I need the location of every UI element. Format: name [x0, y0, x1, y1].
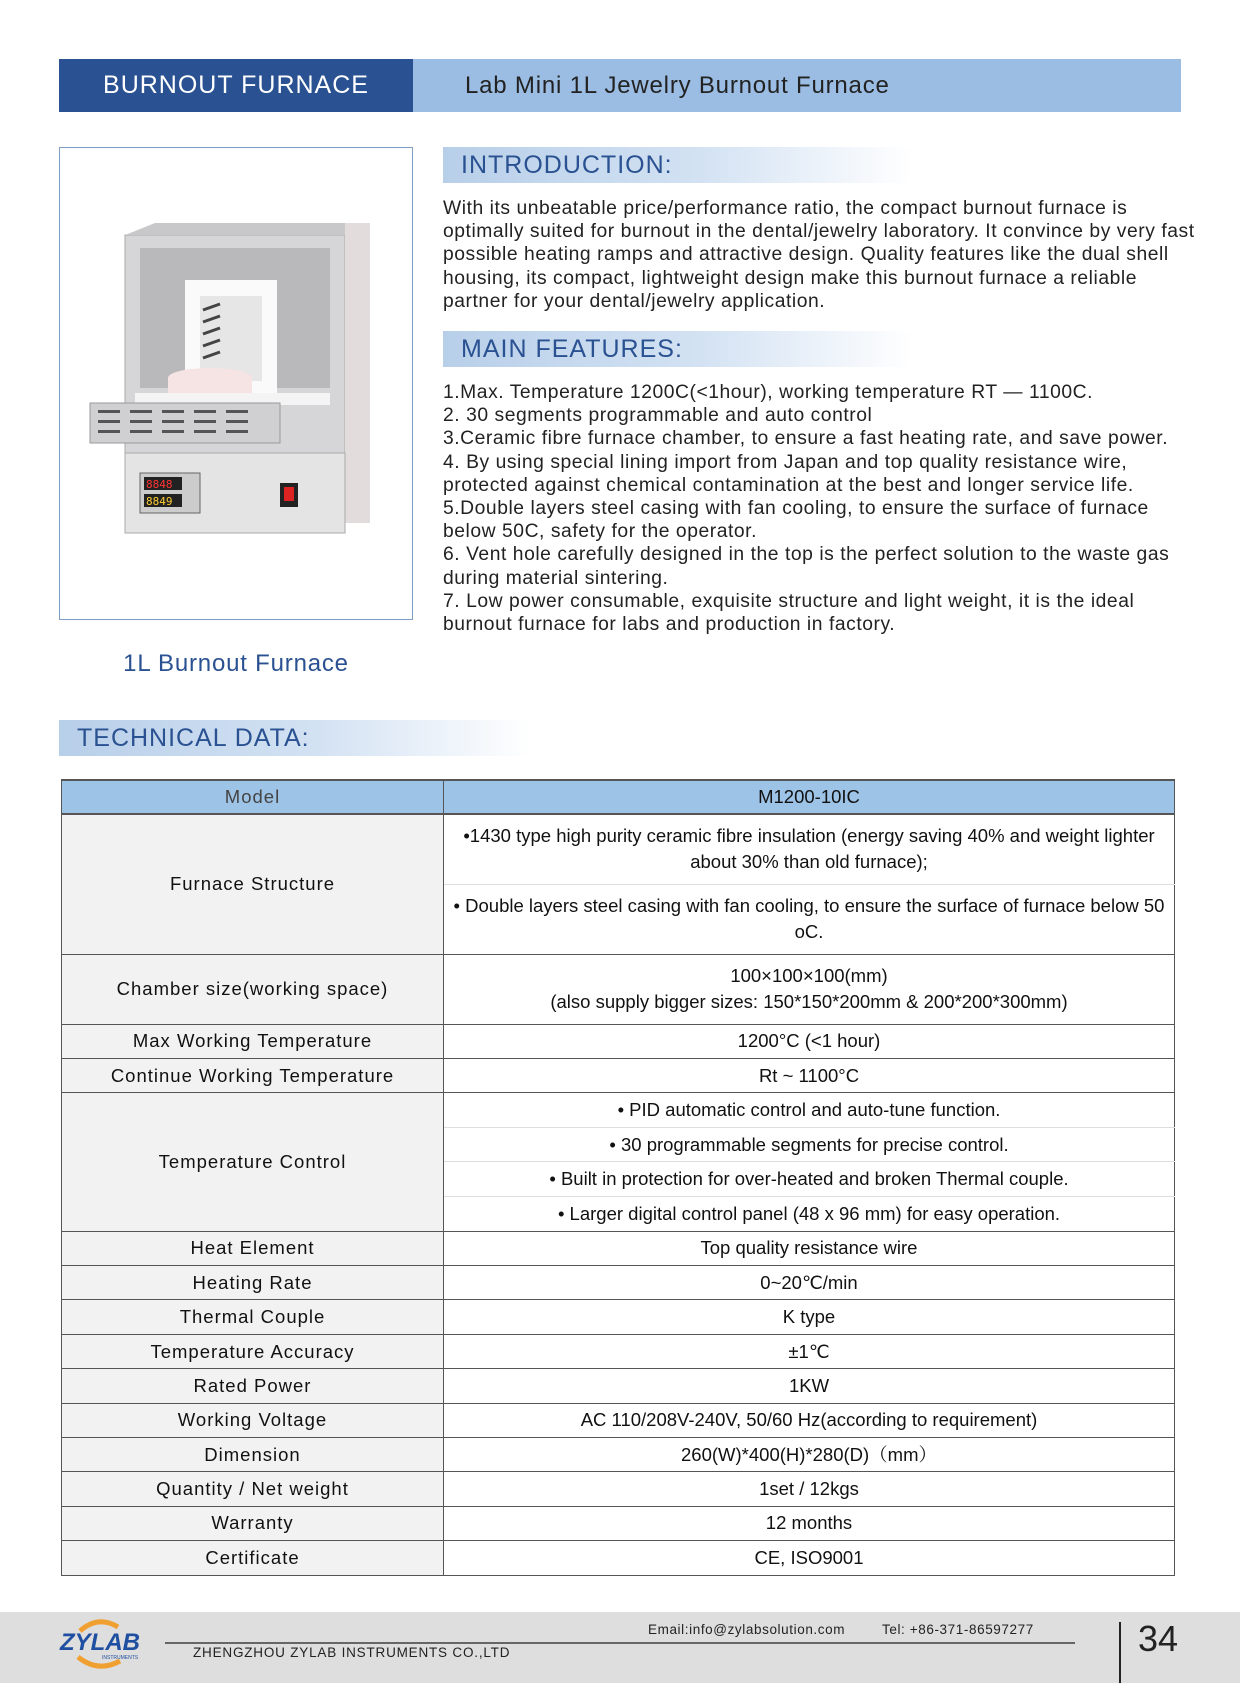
row-label: Continue Working Temperature: [62, 1058, 444, 1092]
row-label: Chamber size(working space): [62, 954, 444, 1024]
category-banner: BURNOUT FURNACE: [59, 59, 413, 112]
row-label: Heating Rate: [62, 1266, 444, 1300]
row-value: ±1℃: [444, 1334, 1175, 1368]
zylab-logo: [58, 1617, 158, 1669]
footer-divider: [165, 1642, 1075, 1644]
footer-email: Email:info@zylabsolution.com: [648, 1622, 846, 1637]
page-number: 34: [1138, 1618, 1179, 1659]
row-value: • Larger digital control panel (48 x 96 mm) for easy operation.: [444, 1197, 1175, 1232]
table-row: [62, 1093, 1175, 1128]
feature-item: 7. Low power consumable, exquisite structure and light weight, it is the ideal burnout furnace for labs and production in factory.: [443, 590, 1135, 636]
table-header-row: [62, 780, 1175, 814]
row-value: •1430 type high purity ceramic fibre insulation (energy saving 40% and weight lighter about 30% than old furnace);: [444, 814, 1175, 884]
table-row: [62, 1472, 1175, 1506]
chamber-line-1: 100×100×100(mm): [730, 965, 888, 986]
feature-item: 1.Max. Temperature 1200C(<1hour), working temperature RT — 1100C.: [443, 382, 1094, 403]
row-value: • Double layers steel casing with fan cooling, to ensure the surface of furnace below 50 oC.: [444, 884, 1175, 954]
table-row: [62, 1334, 1175, 1368]
table-row: [62, 1058, 1175, 1092]
feature-item: 6. Vent hole carefully designed in the top is the perfect solution to the waste gas during material sintering.: [443, 544, 1170, 589]
introduction-text: With its unbeatable price/performance ratio, the compact burnout furnace is optimally suited for burnout in the dental/jewelry laboratory. It convince by very fast possible heating ramps and attractive design. Quality features like the dual shell housing, its compact, lightweight design make this burnout furnace a reliable partner for your dental/jewelry application.: [443, 198, 1195, 312]
row-value: 1set / 12kgs: [444, 1472, 1175, 1506]
model-value: M1200-10IC: [444, 780, 1175, 814]
table-row: [62, 1403, 1175, 1437]
row-label: Warranty: [62, 1506, 444, 1540]
row-label: Temperature Accuracy: [62, 1334, 444, 1368]
table-row: [62, 1024, 1175, 1058]
row-value: 1200°C (<1 hour): [444, 1024, 1175, 1058]
feature-item: 4. By using special lining import from Japan and top quality resistance wire, protected against chemical contamination at the best and longer service life.: [443, 451, 1134, 496]
table-row: [62, 1541, 1175, 1575]
row-label: Dimension: [62, 1438, 444, 1472]
row-value: • Built in protection for over-heated and broken Thermal couple.: [444, 1162, 1175, 1197]
features-heading: MAIN FEATURES:: [443, 331, 913, 367]
row-label: Heat Element: [62, 1231, 444, 1265]
row-value: Rt ~ 1100°C: [444, 1058, 1175, 1092]
technical-data-table: [61, 779, 1175, 1576]
feature-item: 5.Double layers steel casing with fan cooling, to ensure the surface of furnace below 50C, safety for the operator.: [443, 498, 1149, 543]
table-row: [62, 1438, 1175, 1472]
row-value: CE, ISO9001: [444, 1541, 1175, 1575]
product-caption: 1L Burnout Furnace: [123, 650, 349, 677]
svg-text:INSTRUMENTS: INSTRUMENTS: [102, 1655, 139, 1661]
display-bottom: 8849: [146, 495, 173, 508]
chamber-line-2: (also supply bigger sizes: 150*150*200mm & 200*200*300mm): [550, 991, 1068, 1012]
table-row: [62, 814, 1175, 884]
footer-tel: Tel: +86-371-86597277: [882, 1622, 1034, 1637]
page-title: Lab Mini 1L Jewelry Burnout Furnace: [413, 59, 1181, 112]
product-image-frame: [59, 147, 413, 620]
page-number-divider: [1119, 1622, 1121, 1683]
footer-band: [0, 1612, 1240, 1683]
row-label: Quantity / Net weight: [62, 1472, 444, 1506]
technical-heading: TECHNICAL DATA:: [59, 720, 531, 756]
row-value: 12 months: [444, 1506, 1175, 1540]
table-row: [62, 1266, 1175, 1300]
row-label: Temperature Control: [62, 1093, 444, 1231]
row-value: AC 110/208V-240V, 50/60 Hz(according to requirement): [444, 1403, 1175, 1437]
row-value: • 30 programmable segments for precise control.: [444, 1127, 1175, 1162]
furnace-photo: [60, 148, 414, 621]
table-row: [62, 1231, 1175, 1265]
row-value: K type: [444, 1300, 1175, 1334]
row-value: 1KW: [444, 1369, 1175, 1403]
feature-item: 2. 30 segments programmable and auto control: [443, 405, 873, 427]
row-value: [444, 954, 1175, 1024]
row-value: • PID automatic control and auto-tune function.: [444, 1093, 1175, 1128]
table-row: [62, 954, 1175, 1024]
row-label: Working Voltage: [62, 1403, 444, 1437]
table-row: [62, 1300, 1175, 1334]
features-list: [443, 381, 1203, 636]
svg-text:ZYLAB: ZYLAB: [60, 1629, 140, 1656]
table-row: [62, 1506, 1175, 1540]
footer-company: ZHENGZHOU ZYLAB INSTRUMENTS CO.,LTD: [193, 1645, 511, 1660]
row-label: Furnace Structure: [62, 814, 444, 954]
row-label: Certificate: [62, 1541, 444, 1575]
row-label: Rated Power: [62, 1369, 444, 1403]
model-label: Model: [62, 780, 444, 814]
display-top: 8848: [146, 478, 173, 491]
row-value: 260(W)*400(H)*280(D)（mm）: [444, 1438, 1175, 1472]
row-label: Thermal Couple: [62, 1300, 444, 1334]
introduction-heading: INTRODUCTION:: [443, 147, 913, 183]
table-row: [62, 1369, 1175, 1403]
row-value: 0~20℃/min: [444, 1266, 1175, 1300]
feature-item: 3.Ceramic fibre furnace chamber, to ensure a fast heating rate, and save power.: [443, 428, 1169, 450]
row-label: Max Working Temperature: [62, 1024, 444, 1058]
row-value: Top quality resistance wire: [444, 1231, 1175, 1265]
